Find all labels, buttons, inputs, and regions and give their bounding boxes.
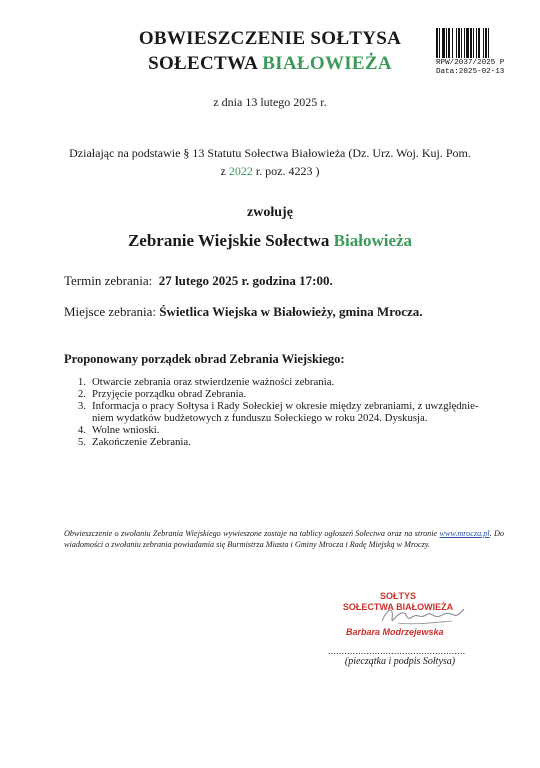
agenda-item: 3. Informacja o pracy Sołtysa i Rady Sołeckiej w okresie między zebraniami, z uwzględnie-niem wydatków budżetowych z funduszu Sołeckiego w roku 2024. Dyskusja.	[77, 400, 479, 424]
website-link[interactable]: www.mrocza.pl	[439, 529, 490, 538]
agenda-item: 5. Zakończenie Zebrania.	[77, 436, 191, 448]
title-village: BIAŁOWIEŻA	[262, 53, 392, 74]
signature-caption: (pieczątka i podpis Sołtysa)	[344, 656, 456, 667]
registry-number: RPW/2037/2025 P	[436, 59, 505, 67]
legal-basis-year: 2022	[228, 164, 253, 178]
stamp-title: SOŁTYS	[379, 591, 416, 601]
place-value: Świetlica Wiejska w Białowieży, gmina Mrocza.	[159, 304, 423, 319]
meeting-place	[64, 304, 423, 320]
meeting-title: Zebranie Wiejskie Sołectwa Białowieża	[127, 231, 413, 250]
agenda-list	[64, 376, 494, 448]
meeting-village: Białowieża	[333, 231, 413, 250]
convene-word: zwołuję	[247, 205, 293, 220]
legal-basis-line2: z 2022 r. poz. 4223 )	[220, 164, 320, 178]
term-label: Termin zebrania:	[64, 273, 153, 288]
legal-basis	[0, 144, 540, 180]
registry-date: Data:2025-02-13	[436, 68, 505, 76]
legal-basis-line1: Działając na podstawie § 13 Statutu Sołectwa Białowieża (Dz. Urz. Woj. Kuj. Pom.	[69, 146, 471, 160]
signature-line: ..................................................	[328, 646, 466, 656]
agenda-heading: Proponowany porządek obrad Zebrania Wiejskiego:	[64, 352, 345, 366]
document-title-line2	[0, 53, 540, 75]
stamp-office: SOŁECTWA BIAŁOWIEŻA	[342, 602, 454, 612]
agenda-item: 4. Wolne wnioski.	[77, 424, 160, 436]
handwritten-signature	[378, 603, 468, 629]
document-date: z dnia 13 lutego 2025 r.	[213, 95, 327, 109]
term-value: 27 lutego 2025 r. godzina 17:00.	[158, 273, 333, 288]
agenda-item: 1. Otwarcie zebrania oraz stwierdzenie ważności zebrania.	[77, 376, 335, 388]
stamp-signatory-name: Barbara Modrzejewska	[346, 627, 444, 637]
document-title-line1: OBWIESZCZENIE SOŁTYSA	[138, 28, 402, 49]
posting-note: Obwieszczenie o zwołaniu Zebrania Wiejskiego wywieszone zostaje na tablicy ogłoszeń Sołectwa oraz na stronie www.mrocza.pl. Do wiadomości o zwołaniu zebrania powiadamia się Burmistrza Miasta i Gminy Mrocza i Radę Miejską w Mroczy.	[64, 529, 504, 549]
meeting-term	[64, 273, 333, 289]
place-label: Miejsce zebrania:	[64, 304, 157, 319]
agenda-item: 2. Przyjęcie porządku obrad Zebrania.	[77, 388, 247, 400]
title-prefix: SOŁECTWA	[148, 53, 263, 74]
